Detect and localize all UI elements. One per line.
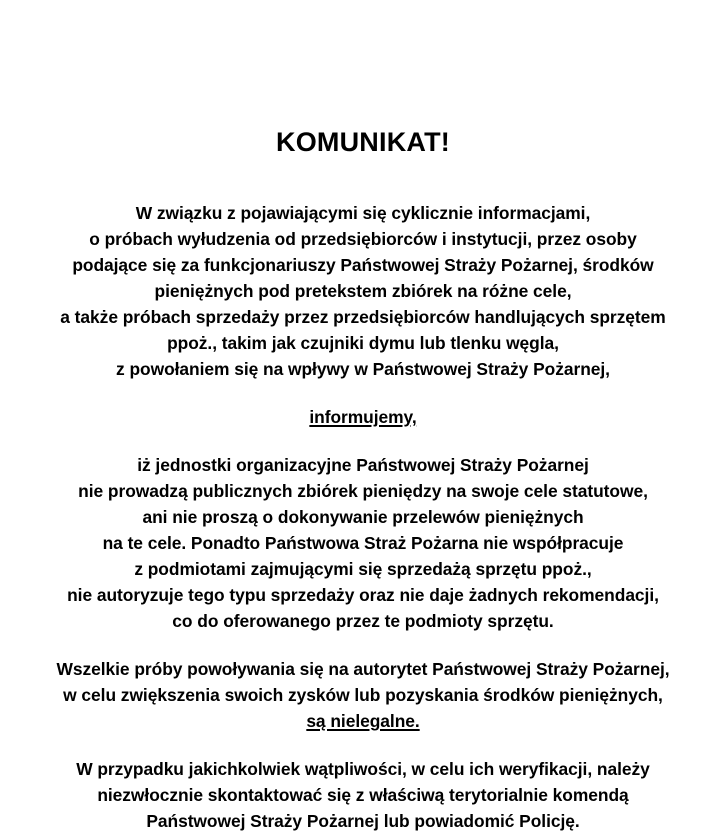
page-title: KOMUNIKAT! — [276, 127, 450, 158]
paragraph-illegality — [0, 656, 726, 734]
paragraph-declaration — [0, 404, 726, 430]
text-line: ani nie proszą o dokonywanie przelewów pieniężnych — [142, 507, 584, 527]
text-line: ppoż., takim jak czujniki dymu lub tlenku węgla, — [167, 333, 559, 353]
text-line: W związku z pojawiającymi się cyklicznie informacjami, — [135, 203, 591, 223]
illegality-emphasis: są nielegalne. — [306, 711, 420, 731]
text-line: nie autoryzuje tego typu sprzedaży oraz nie daje żadnych rekomendacji, — [67, 585, 659, 605]
paragraph-statement — [0, 452, 726, 634]
text-line: pieniężnych pod pretekstem zbiórek na różne cele, — [154, 281, 572, 301]
announcement-body — [0, 200, 726, 834]
text-line: iż jednostki organizacyjne Państwowej Straży Pożarnej — [137, 455, 589, 475]
text-line: niezwłocznie skontaktować się z właściwą terytorialnie komendą — [97, 785, 629, 805]
text-line: co do oferowanego przez te podmioty sprzętu. — [172, 611, 554, 631]
text-line: w celu zwiększenia swoich zysków lub pozyskania środków pieniężnych, — [63, 685, 663, 705]
text-line: Wszelkie próby powoływania się na autorytet Państwowej Straży Pożarnej, — [56, 659, 670, 679]
text-line: na te cele. Ponadto Państwowa Straż Pożarna nie współpracuje — [102, 533, 624, 553]
paragraph-intro — [0, 200, 726, 382]
text-line: z podmiotami zajmującymi się sprzedażą sprzętu ppoż., — [134, 559, 592, 579]
text-line: Państwowej Straży Pożarnej lub powiadomić Policję. — [146, 811, 580, 831]
declaration-keyword: informujemy, — [309, 407, 417, 427]
text-line: a także próbach sprzedaży przez przedsiębiorców handlujących sprzętem — [60, 307, 666, 327]
text-line: podające się za funkcjonariuszy Państwowej Straży Pożarnej, środków — [72, 255, 654, 275]
text-line: o próbach wyłudzenia od przedsiębiorców i instytucji, przez osoby — [89, 229, 637, 249]
text-line: z powołaniem się na wpływy w Państwowej Straży Pożarnej, — [116, 359, 610, 379]
text-line: nie prowadzą publicznych zbiórek pieniędzy na swoje cele statutowe, — [78, 481, 648, 501]
text-line: W przypadku jakichkolwiek wątpliwości, w celu ich weryfikacji, należy — [76, 759, 650, 779]
